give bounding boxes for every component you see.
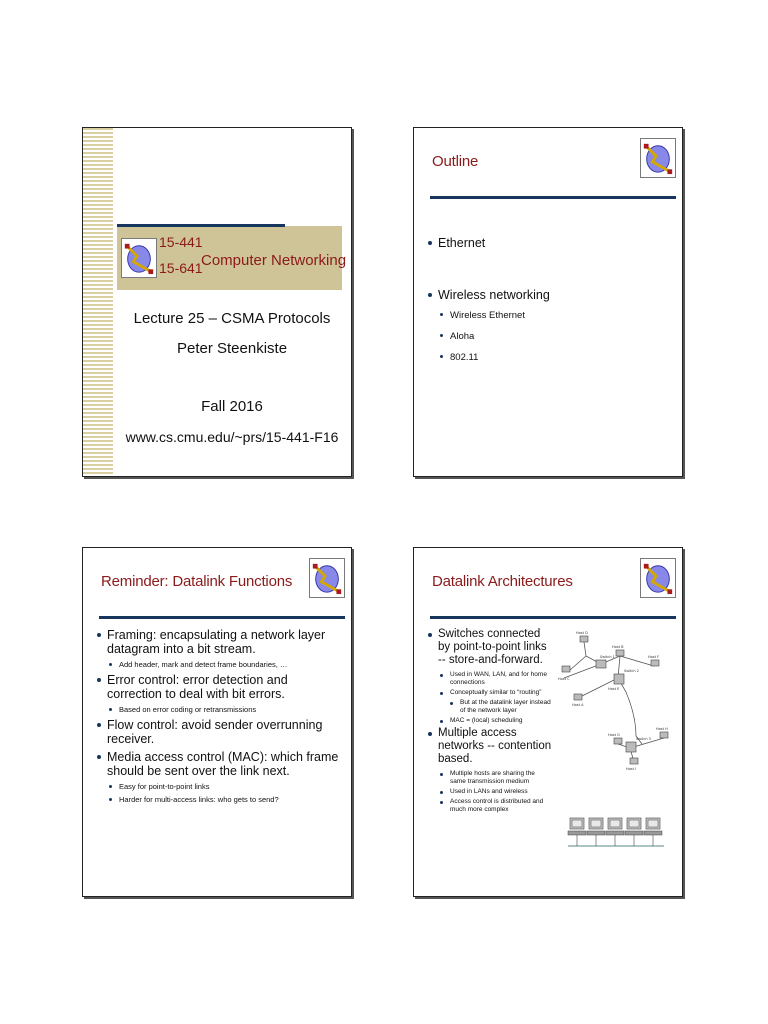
slide-stripe-border	[83, 128, 113, 476]
diagram-label: Host I	[626, 767, 637, 771]
network-logo-icon	[121, 238, 157, 278]
list-item: Add header, mark and detect frame boundaries, …	[109, 660, 343, 669]
list-item: Flow control: avoid sender overrunning receiver.	[97, 718, 343, 746]
functions-list	[97, 628, 343, 808]
slide-title: Outline	[432, 153, 479, 170]
diagram-label: Host C	[558, 677, 570, 681]
list-item: Based on error coding or retransmissions	[109, 705, 343, 714]
diagram-label: Switch 2	[624, 669, 639, 673]
network-logo-icon	[640, 138, 676, 178]
title-rule	[99, 616, 345, 619]
slide-outline	[413, 127, 683, 477]
lecture-title: Lecture 25 – CSMA Protocols	[133, 310, 331, 327]
term: Fall 2016	[201, 398, 263, 415]
title-rule	[430, 616, 676, 619]
list-item: Wireless Ethernet	[440, 310, 674, 321]
diagram-label: Host E	[608, 687, 620, 691]
title-box-rule	[117, 224, 285, 227]
author-name: Peter Steenkiste	[176, 340, 288, 357]
diagram-label: Switch 1	[600, 655, 615, 659]
title-rule	[430, 196, 676, 199]
list-item: 802.11	[440, 352, 674, 363]
diagram-label: Host F	[648, 655, 660, 659]
list-item: Multiple access networks -- contention based.	[428, 727, 552, 766]
outline-list	[428, 236, 674, 367]
course-url[interactable]: www.cs.cmu.edu/~prs/15-441-F16	[125, 429, 339, 445]
diagram-label: Host A	[572, 703, 584, 707]
list-item: Framing: encapsulating a network layer datagram into a bit stream.	[97, 628, 343, 656]
diagram-label: Host G	[608, 733, 620, 737]
switched-network-diagram	[556, 626, 680, 776]
list-item: But at the datalink layer instead of the network layer	[450, 699, 552, 715]
course-code-2: 15-641	[159, 260, 203, 276]
architectures-list	[428, 628, 552, 816]
slide-title: Reminder: Datalink Functions	[101, 573, 293, 590]
slide-datalink-architectures	[413, 547, 683, 897]
list-item: Harder for multi-access links: who gets to send?	[109, 795, 343, 804]
list-item: MAC = (local) scheduling	[440, 717, 552, 725]
list-item: Switches connected by point-to-point links -- store-and-forward.	[428, 628, 552, 667]
network-logo-icon	[309, 558, 345, 598]
diagram-label: Host H	[656, 727, 668, 731]
list-item: Easy for point-to-point links	[109, 782, 343, 791]
diagram-label: Host D	[576, 631, 588, 635]
course-code-1: 15-441	[159, 234, 203, 250]
shared-bus-diagram	[566, 812, 666, 852]
diagram-label: Switch 3	[636, 737, 651, 741]
list-item: Aloha	[440, 331, 674, 342]
list-item: Used in WAN, LAN, and for home connections	[440, 671, 552, 687]
slide-datalink-functions	[82, 547, 352, 897]
course-name: Computer Networking	[201, 252, 347, 269]
list-item: Access control is distributed and much more complex	[440, 798, 552, 814]
list-item: Ethernet	[428, 236, 674, 250]
slide-title	[82, 127, 352, 477]
diagram-label: Host B	[612, 645, 624, 649]
slide-title: Datalink Architectures	[432, 573, 573, 590]
list-item: Multiple hosts are sharing the same transmission medium	[440, 770, 552, 786]
network-logo-icon	[640, 558, 676, 598]
list-item: Conceptually similar to “routing”	[440, 689, 552, 697]
list-item: Used in LANs and wireless	[440, 788, 552, 796]
list-item: Wireless networking	[428, 288, 674, 302]
list-item: Media access control (MAC): which frame should be sent over the link next.	[97, 750, 343, 778]
list-item: Error control: error detection and correction to deal with bit errors.	[97, 673, 343, 701]
